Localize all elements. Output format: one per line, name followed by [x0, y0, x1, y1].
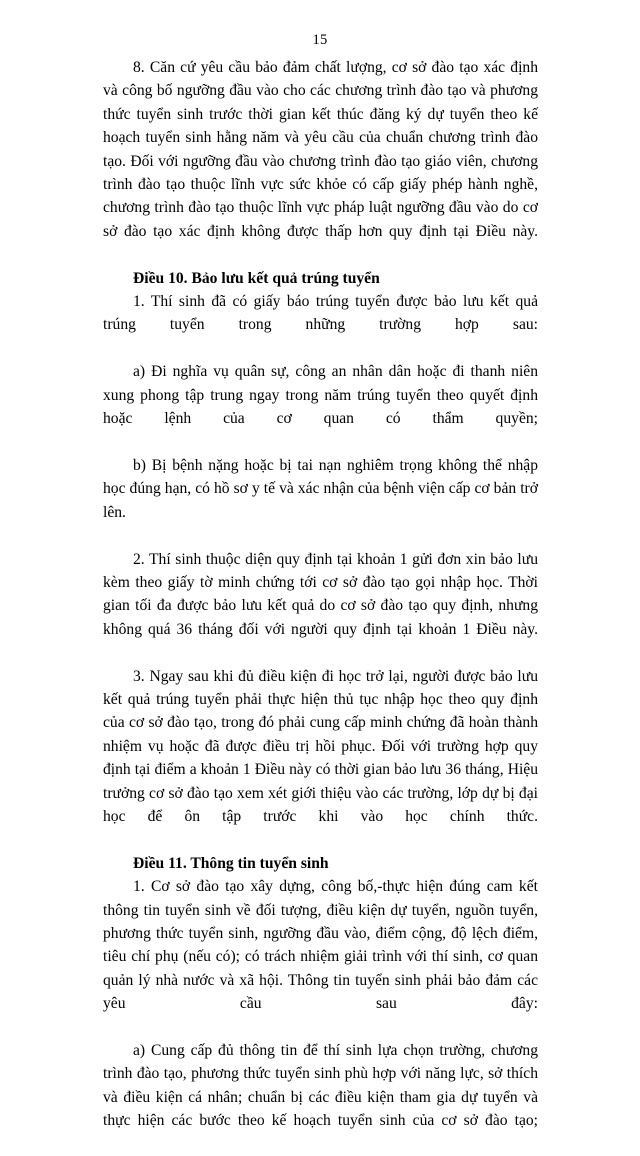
document-body	[103, 56, 538, 1156]
paragraph-dieu10-khoan-2: 2. Thí sinh thuộc diện quy định tại khoản 1 gửi đơn xin bảo lưu kèm theo giấy tờ minh chứng tới cơ sở đào tạo gọi nhập học. Thời gian tối đa được bảo lưu kết quả do cơ sở đào tạo quy định, nhưng không quá 36 tháng đối với người quy định tại khoản 1 Điều này.	[103, 550, 538, 638]
paragraph-dieu11-khoan-1: 1. Cơ sở đào tạo xây dựng, công bố,-thực hiện đúng cam kết thông tin tuyển sinh về đối tượng, điều kiện dự tuyển, nguồn tuyển, phương thức tuyển sinh, ngưỡng đầu vào, điểm cộng, độ lệch điểm, tiêu chí phụ (nếu có); có trách nhiệm giải trình với thí sinh, cơ quan quản lý nhà nước và xã hội. Thông tin tuyển sinh phải bảo đảm các yêu cầu sau đây:	[103, 878, 538, 1013]
paragraph-dieu10-khoan-3: 3. Ngay sau khi đủ điều kiện đi học trở lại, người được bảo lưu kết quả trúng tuyển phải thực hiện thủ tục nhập học theo quy định của cơ sở đào tạo, trong đó phải cung cấp minh chứng đã hoàn thành nhiệm vụ hoặc đã được điều trị hồi phục. Đối với trường hợp quy định tại điểm a khoản 1 Điều này có thời gian bảo lưu 36 tháng, Hiệu trưởng cơ sở đào tạo xem xét giới thiệu vào các trường, lớp dự bị đại học để ôn tập trước khi vào học chính thức.	[103, 667, 538, 825]
paragraph-dieu10-khoan-1: 1. Thí sinh đã có giấy báo trúng tuyển được bảo lưu kết quả trúng tuyển trong những trường hợp sau:	[103, 293, 538, 334]
paragraph-dieu10-khoan-1-b: b) Bị bệnh nặng hoặc bị tai nạn nghiêm trọng không thể nhập học đúng hạn, có hồ sơ y tế và xác nhận của bệnh viện cấp cơ bản trở lên.	[103, 456, 538, 521]
paragraph-dieu11-khoan-1-a: a) Cung cấp đủ thông tin để thí sinh lựa chọn trường, chương trình đào tạo, phương thức tuyển sinh phù hợp với năng lực, sở thích và điều kiện cá nhân; chuẩn bị các điều kiện tham gia dự tuyển và thực hiện các bước theo kế hoạch tuyển sinh của cơ sở đào tạo;	[103, 1042, 538, 1130]
paragraph-khoan-8: 8. Căn cứ yêu cầu bảo đảm chất lượng, cơ sở đào tạo xác định và công bố ngưỡng đầu vào cho các chương trình đào tạo và phương thức tuyển sinh trước thời gian kết thúc đăng ký dự tuyển theo kế hoạch tuyển sinh hằng năm và yêu cầu của chuẩn chương trình đào tạo. Đối với ngưỡng đầu vào chương trình đào tạo giáo viên, chương trình đào tạo thuộc lĩnh vực sức khỏe có cấp giấy phép hành nghề, chương trình đào tạo thuộc lĩnh vực pháp luật ngưỡng đầu vào do cơ sở đào tạo xác định không được thấp hơn quy định tại Điều này.	[103, 59, 538, 240]
paragraph-dieu10-khoan-1-a: a) Đi nghĩa vụ quân sự, công an nhân dân hoặc đi thanh niên xung phong tập trung ngay trong năm trúng tuyển theo quyết định hoặc lệnh của cơ quan có thẩm quyền;	[103, 363, 538, 428]
page-number: 15	[312, 32, 328, 48]
heading-dieu-10: Điều 10. Bảo lưu kết quả trúng tuyển	[133, 269, 380, 287]
heading-dieu-11: Điều 11. Thông tin tuyển sinh	[133, 854, 329, 872]
